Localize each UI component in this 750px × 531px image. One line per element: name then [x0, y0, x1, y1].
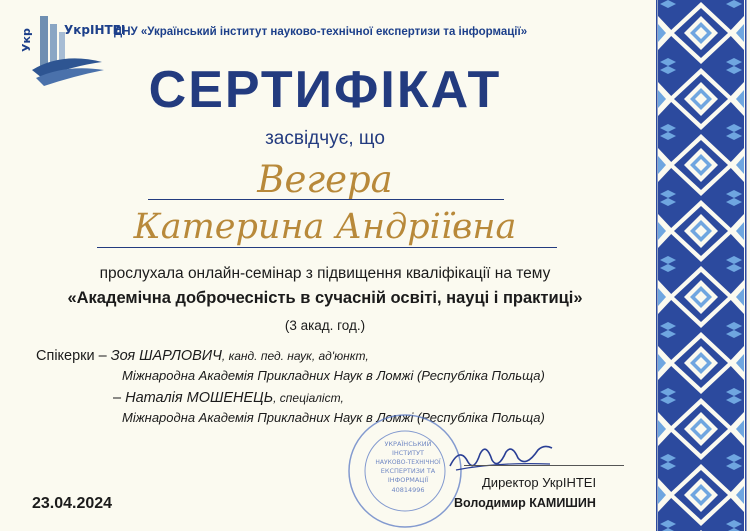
stamp-line-5: ІНФОРМАЦІЇ — [387, 476, 429, 484]
speaker-1-name: Зоя ШАРЛОВИЧ — [110, 348, 222, 364]
speaker-2-line — [113, 390, 344, 406]
stamp-line-6: 40814996 — [391, 486, 425, 494]
speaker-2-dash: – — [113, 390, 122, 406]
speaker-1-credentials: , канд. пед. наук, ад'юнкт, — [221, 349, 369, 363]
seminar-topic: «Академічна доброчесність в сучасній освіті, науці і практиці» — [67, 289, 583, 307]
seminar-intro: прослухала онлайн-семінар з підвищення кваліфікації на тему — [99, 265, 551, 282]
certificate-title: СЕРТИФІКАТ — [148, 61, 502, 119]
organization-name: ДНУ «Український інститут науково-технічної експертизи та інформації» — [114, 26, 528, 38]
certificate-date: 23.04.2024 — [32, 495, 113, 512]
surname-underline — [148, 199, 504, 200]
speaker-2-credentials: , спеціаліст, — [273, 391, 344, 405]
signature-line — [464, 465, 624, 466]
stamp-line-4: ЕКСПЕРТИЗИ ТА — [380, 467, 436, 475]
speaker-1-line — [36, 348, 369, 364]
speakers-label: Спікерки – — [36, 348, 107, 364]
embroidery-border — [652, 0, 750, 531]
logo-text: УкрІНТЕІ — [64, 23, 126, 37]
director-signature — [446, 436, 556, 474]
speaker-1-affiliation: Міжнародна Академія Прикладних Наук в Ломжі (Республіка Польща) — [122, 368, 545, 383]
recipient-given-names: Катерина Андріївна — [133, 207, 517, 247]
director-title: Директор УкрІНТЕІ — [482, 475, 597, 490]
stamp-line-1: УКРАЇНСЬКИЙ — [384, 440, 432, 448]
stamp-line-2: ІНСТИТУТ — [391, 449, 425, 457]
director-name: Володимир КАМИШИН — [454, 496, 596, 510]
stamp-line-3: НАУКОВО-ТЕХНІЧНОЇ — [375, 459, 441, 466]
svg-text:Укр: Укр — [20, 28, 33, 52]
speaker-2-affiliation: Міжнародна Академія Прикладних Наук в Ломжі (Республіка Польща) — [122, 410, 545, 425]
certifies-text: засвідчує, що — [265, 128, 385, 149]
name-underline — [97, 247, 557, 248]
recipient-surname: Вегера — [257, 158, 393, 201]
seminar-hours: (3 акад. год.) — [284, 318, 366, 333]
speaker-2-name: Наталія МОШЕНЕЦЬ — [125, 390, 274, 406]
